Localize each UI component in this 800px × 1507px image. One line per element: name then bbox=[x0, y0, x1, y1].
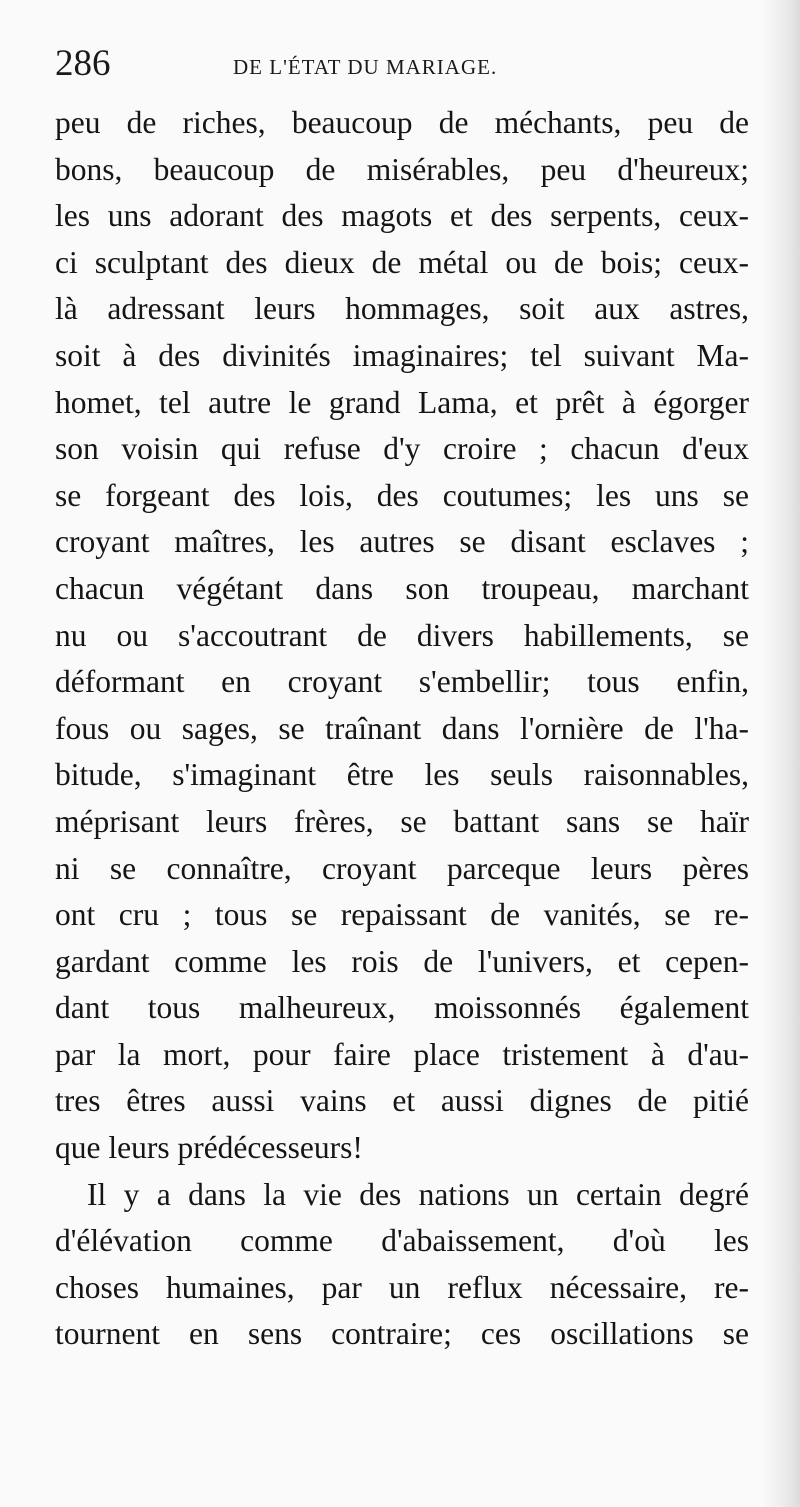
text-line: bitude, s'imaginant être les seuls raisonnables, bbox=[55, 757, 749, 793]
text-line: peu de riches, beaucoup de méchants, peu de bbox=[55, 105, 749, 140]
page-number: 286 bbox=[55, 43, 111, 84]
text-line: d'élévation comme d'abaissement, d'où les bbox=[55, 1223, 749, 1259]
paragraph-last-line: que leurs prédécesseurs! bbox=[55, 1130, 363, 1166]
text-line: soit à des divinités imaginaires; tel suivant Ma- bbox=[55, 337, 749, 373]
text-line: nu ou s'accoutrant de divers habillements, se bbox=[55, 617, 749, 653]
text-line: dant tous malheureux, moissonnés également bbox=[55, 990, 749, 1026]
text-line: chacun végétant dans son troupeau, marchant bbox=[55, 570, 749, 606]
text-line: se forgeant des lois, des coutumes; les uns se bbox=[55, 477, 749, 513]
body-text bbox=[55, 100, 749, 1358]
text-line: ont cru ; tous se repaissant de vanités, se re- bbox=[55, 897, 749, 933]
text-line: les uns adorant des magots et des serpents, ceux- bbox=[55, 198, 749, 234]
text-line: gardant comme les rois de l'univers, et cepen- bbox=[55, 943, 749, 979]
page-edge-shadow bbox=[762, 0, 800, 1507]
text-line: tournent en sens contraire; ces oscillations se bbox=[55, 1316, 749, 1352]
page-header bbox=[55, 38, 755, 98]
paragraph-first-line: Il y a dans la vie des nations un certain degré bbox=[87, 1176, 749, 1212]
text-line: homet, tel autre le grand Lama, et prêt à égorger bbox=[55, 384, 749, 420]
text-line: son voisin qui refuse d'y croire ; chacun d'eux bbox=[55, 431, 749, 467]
text-line: tres êtres aussi vains et aussi dignes de pitié bbox=[55, 1083, 749, 1119]
text-line: bons, beaucoup de misérables, peu d'heureux; bbox=[55, 151, 749, 187]
text-line: ni se connaître, croyant parceque leurs pères bbox=[55, 850, 749, 886]
text-line: choses humaines, par un reflux nécessaire, re- bbox=[55, 1269, 749, 1305]
text-line: là adressant leurs hommages, soit aux astres, bbox=[55, 291, 749, 327]
text-line: ci sculptant des dieux de métal ou de bois; ceux- bbox=[55, 244, 749, 280]
running-head: DE L'ÉTAT DU MARIAGE. bbox=[233, 55, 498, 79]
text-line: déformant en croyant s'embellir; tous enfin, bbox=[55, 664, 749, 700]
text-line: par la mort, pour faire place tristement à d'au- bbox=[55, 1036, 749, 1072]
text-line: croyant maîtres, les autres se disant esclaves ; bbox=[55, 524, 749, 560]
text-line: méprisant leurs frères, se battant sans se haïr bbox=[55, 803, 749, 839]
text-line: fous ou sages, se traînant dans l'ornière de l'ha- bbox=[55, 710, 749, 746]
